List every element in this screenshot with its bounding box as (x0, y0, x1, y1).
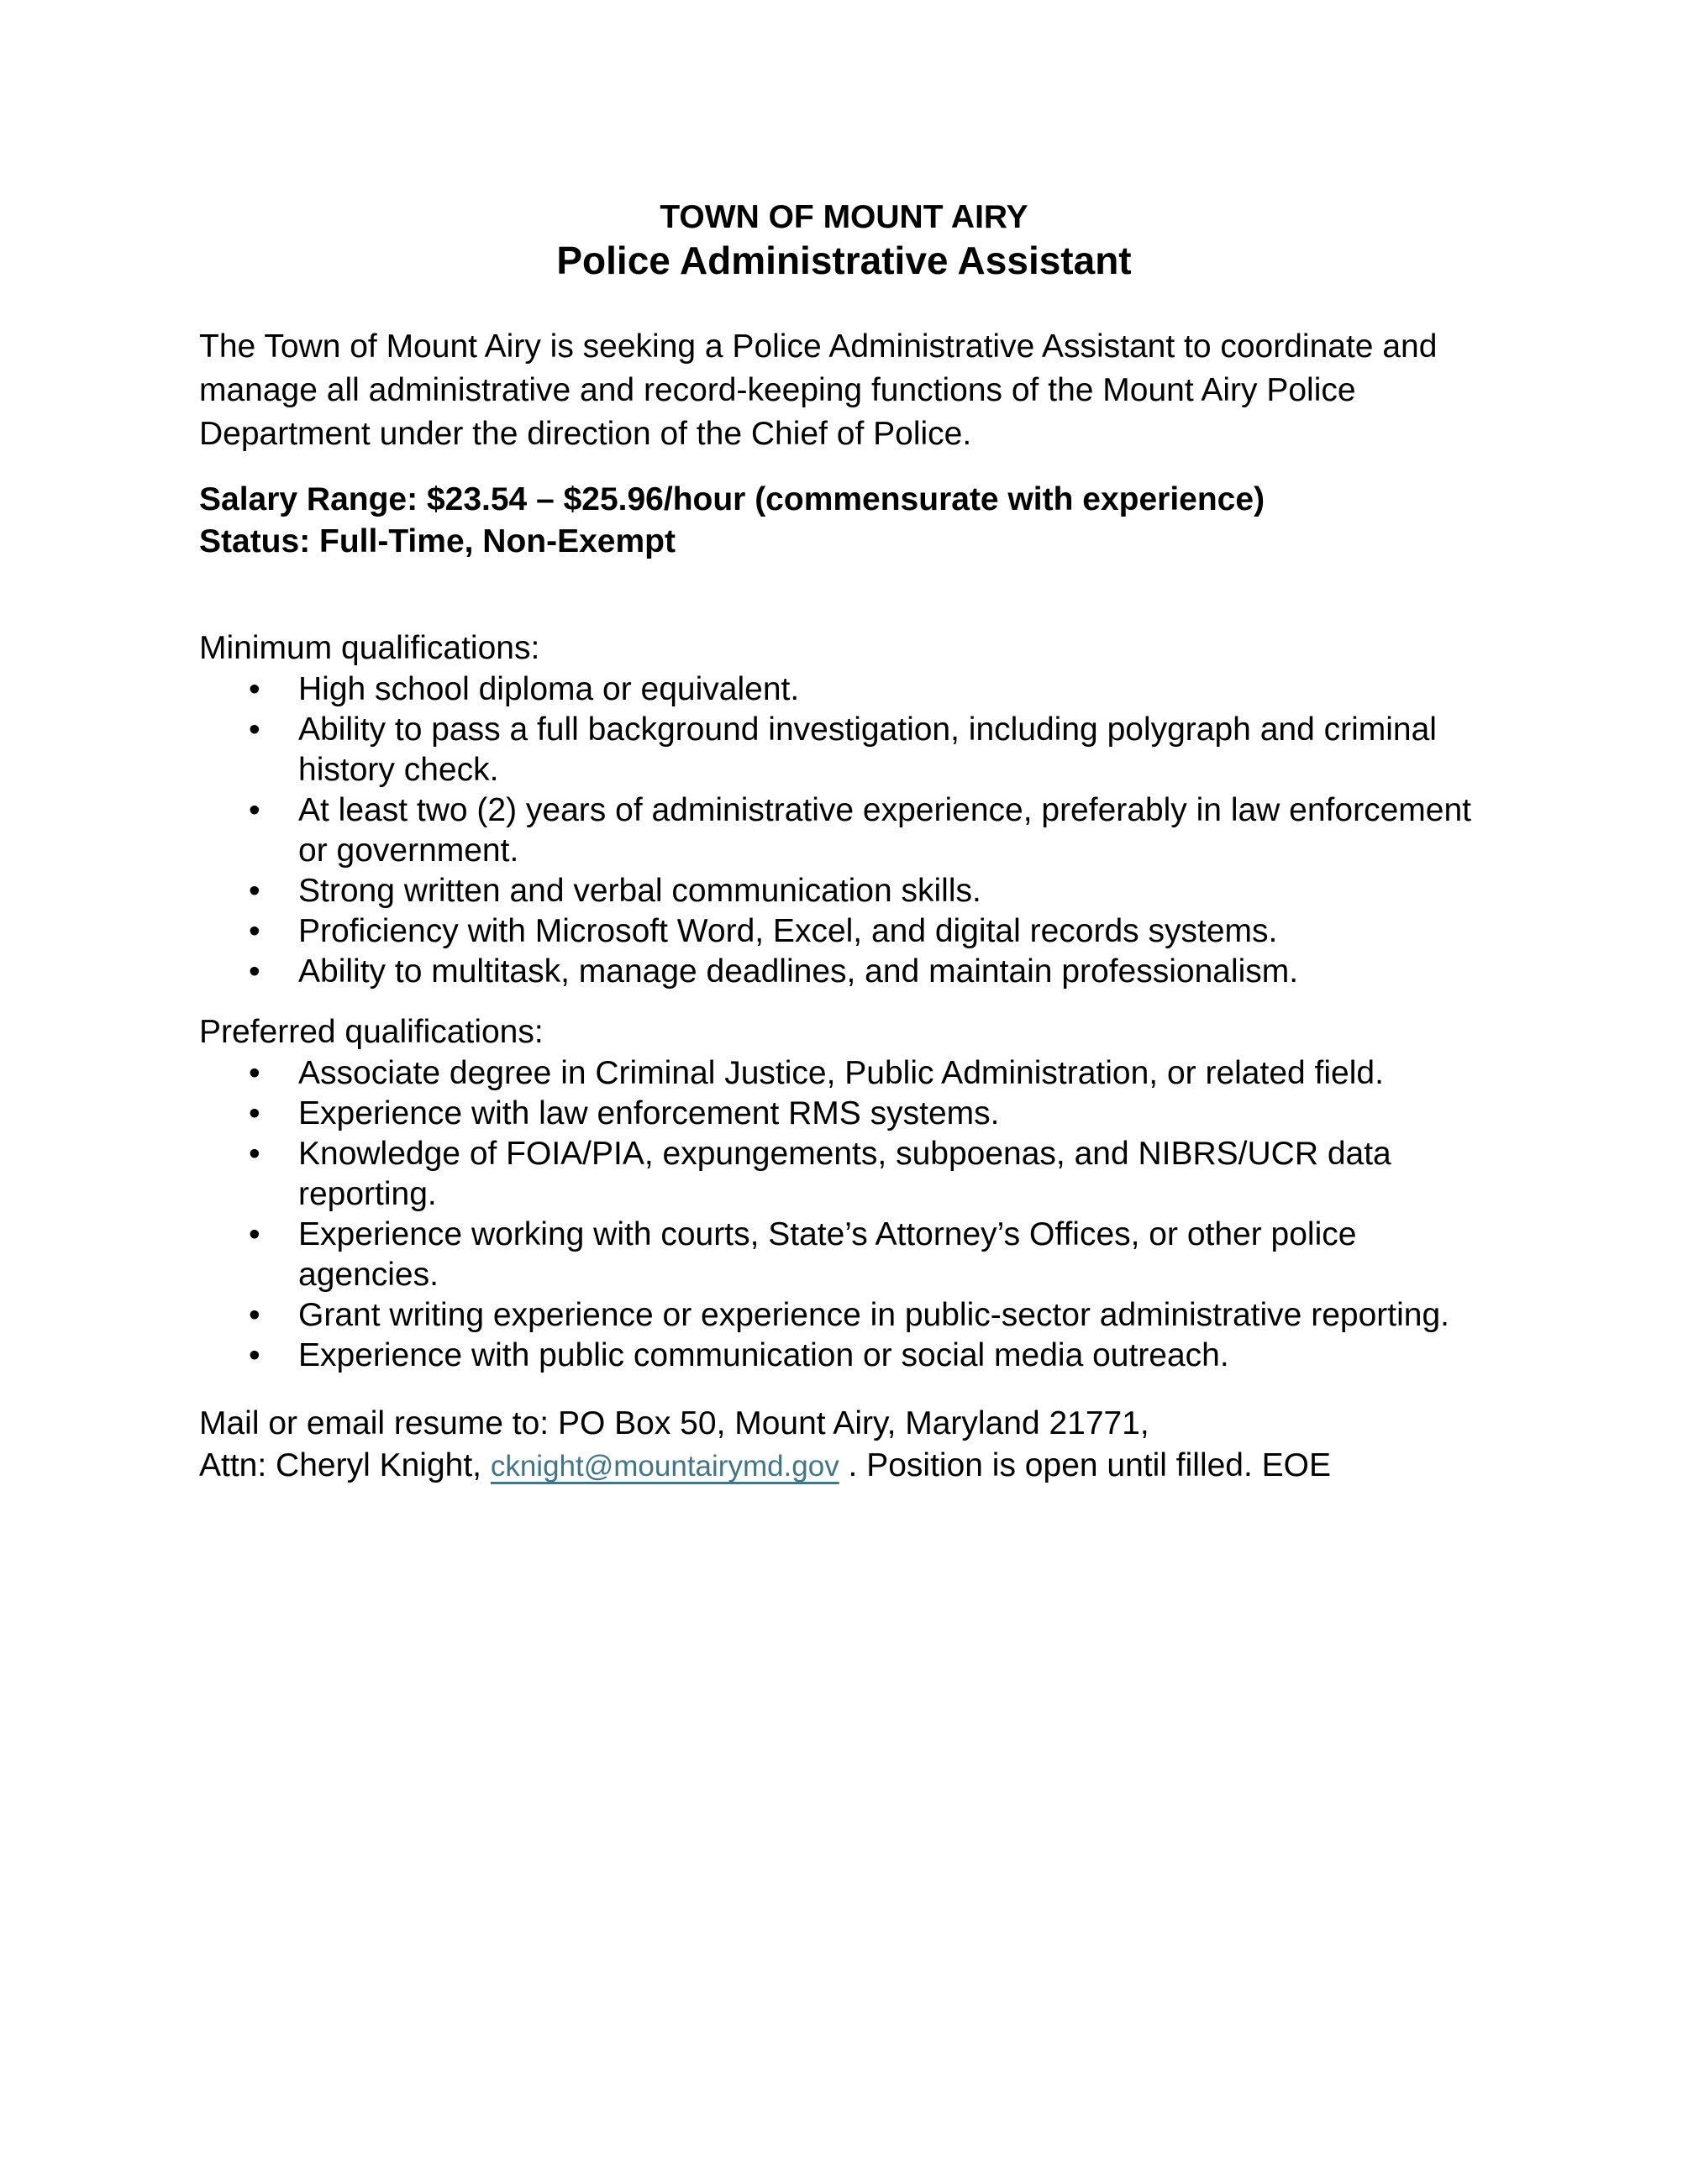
list-item: • Knowledge of FOIA/PIA, expungements, subpoenas, and NIBRS/UCR data reporting. (199, 1134, 1489, 1215)
list-item: • Associate degree in Criminal Justice, Public Administration, or related field. (199, 1053, 1489, 1094)
list-item: • Grant writing experience or experience in public-sector administrative reporting. (199, 1295, 1489, 1336)
list-item: • Strong written and verbal communication skills. (199, 871, 1489, 911)
minimum-qualifications-heading: Minimum qualifications: (199, 630, 540, 666)
intro-paragraph: The Town of Mount Airy is seeking a Police Administrative Assistant to coordinate and manage all administrative and record-keeping functions of the Mount Airy Police Department under the direction of the Chief of Police. (199, 328, 1438, 452)
attn-prefix: Attn: Cheryl Knight, (199, 1447, 491, 1483)
list-item: • Ability to pass a full background investigation, including polygraph and criminal history check. (199, 710, 1489, 790)
salary-line: Salary Range: $23.54 – $25.96/hour (commensurate with experience) (199, 481, 1265, 517)
list-item: • Experience with law enforcement RMS systems. (199, 1094, 1489, 1134)
email-link[interactable]: cknight@mountairymd.gov (490, 1450, 839, 1483)
org-title: TOWN OF MOUNT AIRY (660, 199, 1028, 235)
mail-line: Mail or email resume to: PO Box 50, Mount Airy, Maryland 21771, (199, 1405, 1149, 1441)
salary-status-block (199, 479, 1489, 563)
document-content (199, 0, 1489, 1488)
status-line: Status: Full-Time, Non-Exempt (199, 523, 676, 559)
preferred-qualifications-list (199, 1053, 1489, 1376)
closing-paragraph (199, 1403, 1489, 1488)
attn-suffix: . Position is open until filled. EOE (839, 1447, 1332, 1483)
preferred-qualifications-heading: Preferred qualifications: (199, 1014, 544, 1050)
minimum-qualifications-list (199, 669, 1489, 992)
list-item: • At least two (2) years of administrative experience, preferably in law enforcement or government. (199, 790, 1489, 871)
list-item: • Proficiency with Microsoft Word, Excel, and digital records systems. (199, 911, 1489, 952)
position-title: Police Administrative Assistant (556, 239, 1132, 282)
list-item: • Experience working with courts, State’s Attorney’s Offices, or other police agencies. (199, 1215, 1489, 1295)
list-item: • Ability to multitask, manage deadlines, and maintain professionalism. (199, 952, 1489, 992)
attn-line (199, 1445, 1489, 1488)
list-item: • High school diploma or equivalent. (199, 669, 1489, 710)
list-item: • Experience with public communication or social media outreach. (199, 1336, 1489, 1376)
